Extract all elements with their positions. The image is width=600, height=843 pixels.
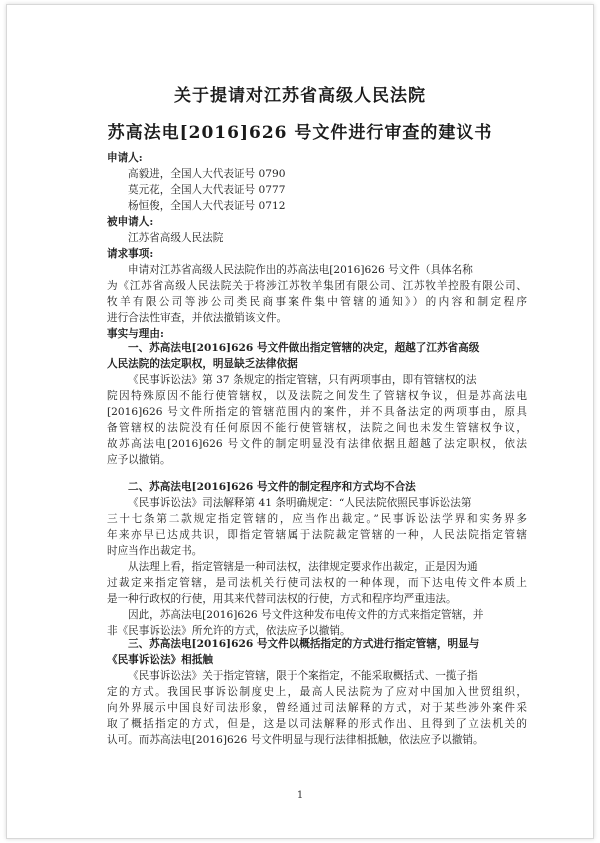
respondent-label: 被申请人: bbox=[107, 216, 154, 228]
request-line: 牧羊有限公司等涉公司类民商事案件集中管辖的通知》）的内容和制定程序 bbox=[107, 296, 527, 308]
document-title-line-1: 关于提请对江苏省高级人民法院 bbox=[174, 86, 426, 106]
section-3-heading: 三、苏高法电[2016]626 号文件以概括指定的方式进行指定管辖，明显与 bbox=[128, 638, 480, 650]
request-line: 进行合法性审查，并依法撤销该文件。 bbox=[107, 312, 288, 324]
section-2-line: 因此，苏高法电[2016]626 号文件这种发布电传文件的方式来指定管辖，并 bbox=[128, 609, 484, 621]
section-3-line: 向外界展示中国良好司法形象，曾经通过司法解释的方式，对于某些涉外案件采 bbox=[107, 702, 527, 714]
applicant-1: 高毅进，全国人大代表证号 0790 bbox=[128, 168, 286, 180]
request-line: 为《江苏省高级人民法院关于将涉江苏牧羊集团有限公司、江苏牧羊控股有限公司、 bbox=[107, 280, 527, 292]
section-2-line: 是一种行政权的行使，用其来代替司法权的行使，方式和程序均严重违法。 bbox=[107, 593, 457, 605]
section-1-heading: 一、苏高法电[2016]626 号文件做出指定管辖的决定，超越了江苏省高级 bbox=[128, 342, 480, 354]
section-2 bbox=[107, 479, 527, 639]
section-1-line: 备管辖权的法院没有任何原因不能行使管辖权，法院之间也未发生管辖权争议， bbox=[107, 422, 527, 434]
applicants-section bbox=[107, 150, 527, 262]
section-2-line: 《民事诉讼法》司法解释第 41 条明确规定：“人民法院依照民事诉讼法第 bbox=[128, 497, 472, 509]
section-2-line: 从法理上看，指定管辖是一种司法权，法律规定要求作出裁定，正是因为通 bbox=[128, 561, 478, 573]
request-paragraph bbox=[107, 262, 527, 342]
section-1-line: [2016]626 号文件所指定的管辖范围内的案件，并不具备法定的两项事由，原具 bbox=[107, 406, 527, 418]
applicants-label: 申请人: bbox=[107, 152, 143, 164]
section-2-line: 过裁定来指定管辖，是司法机关行使司法权的一种体现，而下达电传文件本质上 bbox=[107, 577, 527, 589]
section-1 bbox=[107, 340, 527, 468]
request-line: 申请对江苏省高级人民法院作出的苏高法电[2016]626 号文件（具体名称 bbox=[128, 264, 473, 276]
document-title-line-2: 苏高法电[2016]626 号文件进行审查的建议书 bbox=[107, 123, 493, 143]
section-2-heading: 二、苏高法电[2016]626 号文件的制定程序和方式均不合法 bbox=[128, 481, 416, 493]
section-1-line: 《民事诉讼法》第 37 条规定的指定管辖，只有两项事由，即有管辖权的法 bbox=[128, 374, 477, 386]
section-2-line: 时应当作出裁定书。 bbox=[107, 545, 203, 557]
page-number: 1 bbox=[296, 790, 304, 801]
section-2-line: 年来亦早已达成共识，即指定管辖属于法院裁定管辖的一种，人民法院指定管辖 bbox=[107, 529, 527, 541]
section-3-line: 定的方式。我国民事诉讼制度史上，最高人民法院为了应对中国加入世贸组织， bbox=[107, 686, 527, 698]
section-3-line: 《民事诉讼法》关于指定管辖，限于个案指定，不能采取概括式、一揽子指 bbox=[128, 670, 478, 682]
section-1-heading: 人民法院的法定职权，明显缺乏法律依据 bbox=[107, 358, 298, 370]
section-1-line: 应予以撤销。 bbox=[107, 454, 171, 466]
section-3-line: 取了概括指定的方式，但是，这是以司法解释的形式作出、且得到了立法机关的 bbox=[107, 718, 527, 730]
section-3-heading: 《民事诉讼法》相抵触 bbox=[107, 654, 213, 666]
facts-label: 事实与理由: bbox=[107, 328, 164, 340]
respondent-name: 江苏省高级人民法院 bbox=[128, 232, 224, 244]
request-label: 请求事项: bbox=[107, 248, 154, 260]
section-3-line: 认可。而苏高法电[2016]626 号文件明显与现行法律相抵触，依法应予以撤销。 bbox=[107, 734, 484, 746]
section-2-line: 非《民事诉讼法》所允许的方式，依法应予以撤销。 bbox=[107, 625, 351, 637]
section-2-line: 三十七条第二款规定指定管辖的，应当作出裁定。”民事诉讼法学界和实务界多 bbox=[107, 513, 527, 525]
applicant-3: 杨恒俊，全国人大代表证号 0712 bbox=[128, 200, 286, 212]
section-3 bbox=[107, 636, 527, 748]
section-1-line: 故苏高法电[2016]626 号文件的制定明显没有法律依据且超越了法定职权，依法 bbox=[107, 438, 527, 450]
section-1-line: 院因特殊原因不能行使管辖权，以及法院之间发生了管辖权争议，但是苏高法电 bbox=[107, 390, 527, 402]
applicant-2: 莫元花，全国人大代表证号 0777 bbox=[128, 184, 286, 196]
